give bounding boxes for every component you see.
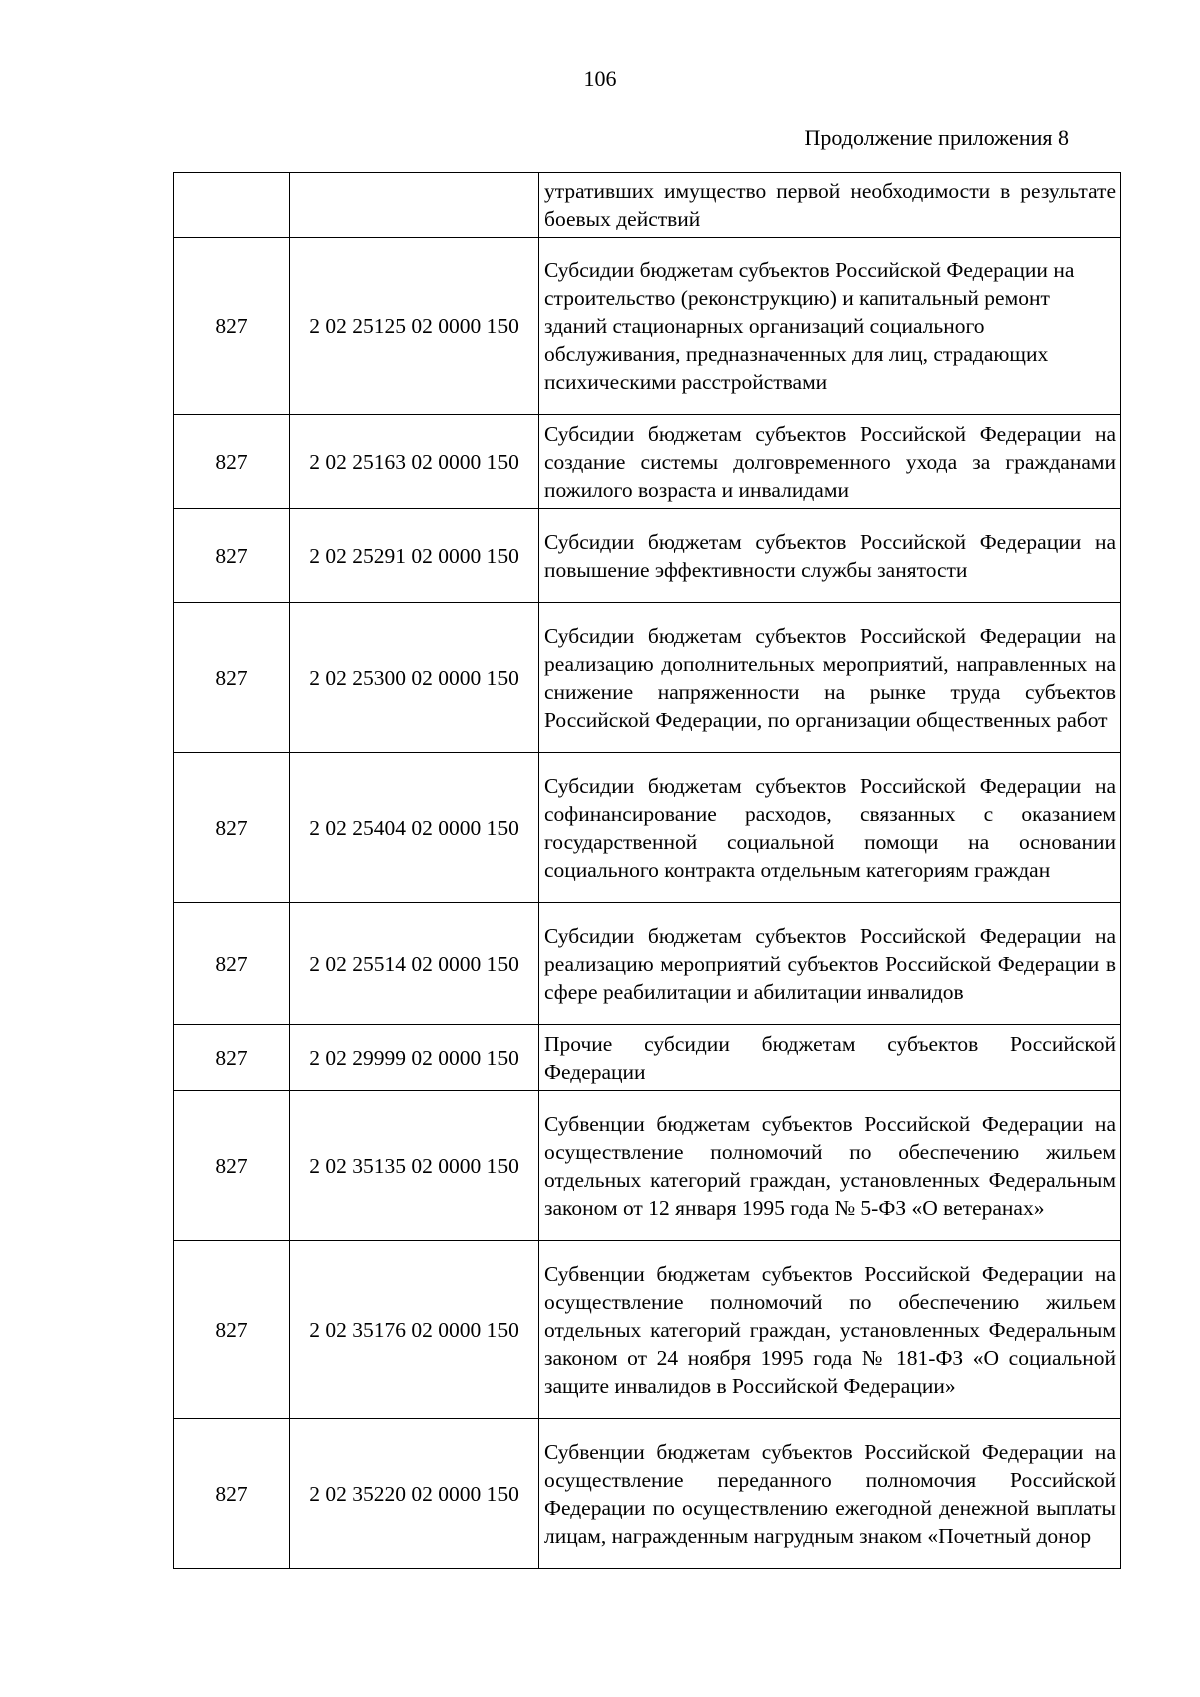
admin-code-cell: 827 xyxy=(174,1419,290,1569)
page-number: 106 xyxy=(583,66,617,91)
table-row xyxy=(174,903,1121,1025)
admin-code-cell: 827 xyxy=(174,509,290,603)
table-row xyxy=(174,1419,1121,1569)
admin-code-cell: 827 xyxy=(174,1025,290,1091)
admin-code-cell: 827 xyxy=(174,603,290,753)
admin-code-cell: 827 xyxy=(174,415,290,509)
budget-code-cell: 2 02 35176 02 0000 150 xyxy=(290,1241,539,1419)
revenue-name-cell: Субсидии бюджетам субъектов Российской Федерации на строительство (реконструкцию) и капитальный ремонт зданий стационарных организаций социального обслуживания, предназначенных для лиц, страдающих психическими расстройствами xyxy=(539,238,1121,415)
budget-code-cell: 2 02 25404 02 0000 150 xyxy=(290,753,539,903)
budget-code-cell: 2 02 25300 02 0000 150 xyxy=(290,603,539,753)
revenue-name-cell: Субсидии бюджетам субъектов Российской Федерации на повышение эффективности службы занятости xyxy=(539,509,1121,603)
revenue-name-cell: Субсидии бюджетам субъектов Российской Федерации на реализацию мероприятий субъектов Российской Федерации в сфере реабилитации и абилитации инвалидов xyxy=(539,903,1121,1025)
admin-code-cell: 827 xyxy=(174,903,290,1025)
budget-code-cell: 2 02 25163 02 0000 150 xyxy=(290,415,539,509)
budget-code-cell: 2 02 25291 02 0000 150 xyxy=(290,509,539,603)
admin-code-cell: 827 xyxy=(174,1241,290,1419)
budget-revenue-table xyxy=(173,172,1121,1569)
revenue-name-cell: Субвенции бюджетам субъектов Российской Федерации на осуществление переданного полномочия Российской Федерации по осуществлению ежегодной денежной выплаты лицам, награжденным нагрудным знаком «Почетный донор xyxy=(539,1419,1121,1569)
appendix-caption: Продолжение приложения 8 xyxy=(804,125,1069,150)
budget-code-cell: 2 02 35135 02 0000 150 xyxy=(290,1091,539,1241)
admin-code-cell: 827 xyxy=(174,753,290,903)
budget-code-cell xyxy=(290,173,539,238)
budget-code-cell: 2 02 35220 02 0000 150 xyxy=(290,1419,539,1569)
table-row xyxy=(174,1025,1121,1091)
budget-code-cell: 2 02 25125 02 0000 150 xyxy=(290,238,539,415)
revenue-name-cell: Субвенции бюджетам субъектов Российской Федерации на осуществление полномочий по обеспечению жильем отдельных категорий граждан, установленных Федеральным законом от 12 января 1995 года № 5-ФЗ «О ветеранах» xyxy=(539,1091,1121,1241)
table-row xyxy=(174,415,1121,509)
table-row xyxy=(174,753,1121,903)
admin-code-cell: 827 xyxy=(174,1091,290,1241)
table-row xyxy=(174,603,1121,753)
table-row xyxy=(174,1091,1121,1241)
table-row xyxy=(174,238,1121,415)
revenue-name-cell: утративших имущество первой необходимости в результате боевых действий xyxy=(539,173,1121,238)
revenue-name-cell: Субсидии бюджетам субъектов Российской Федерации на реализацию дополнительных мероприятий, направленных на снижение напряженности на рынке труда субъектов Российской Федерации, по организации общественных работ xyxy=(539,603,1121,753)
revenue-name-cell: Субсидии бюджетам субъектов Российской Федерации на создание системы долговременного ухода за гражданами пожилого возраста и инвалидами xyxy=(539,415,1121,509)
table-row xyxy=(174,1241,1121,1419)
table-row xyxy=(174,173,1121,238)
budget-code-cell: 2 02 25514 02 0000 150 xyxy=(290,903,539,1025)
revenue-name-cell: Прочие субсидии бюджетам субъектов Российской Федерации xyxy=(539,1025,1121,1091)
revenue-name-cell: Субвенции бюджетам субъектов Российской Федерации на осуществление полномочий по обеспечению жильем отдельных категорий граждан, установленных Федеральным законом от 24 ноября 1995 года № 181-ФЗ «О социальной защите инвалидов в Российской Федерации» xyxy=(539,1241,1121,1419)
table-row xyxy=(174,509,1121,603)
budget-code-cell: 2 02 29999 02 0000 150 xyxy=(290,1025,539,1091)
admin-code-cell: 827 xyxy=(174,238,290,415)
revenue-name-cell: Субсидии бюджетам субъектов Российской Федерации на софинансирование расходов, связанных с оказанием государственной социальной помощи на основании социального контракта отдельным категориям граждан xyxy=(539,753,1121,903)
admin-code-cell xyxy=(174,173,290,238)
